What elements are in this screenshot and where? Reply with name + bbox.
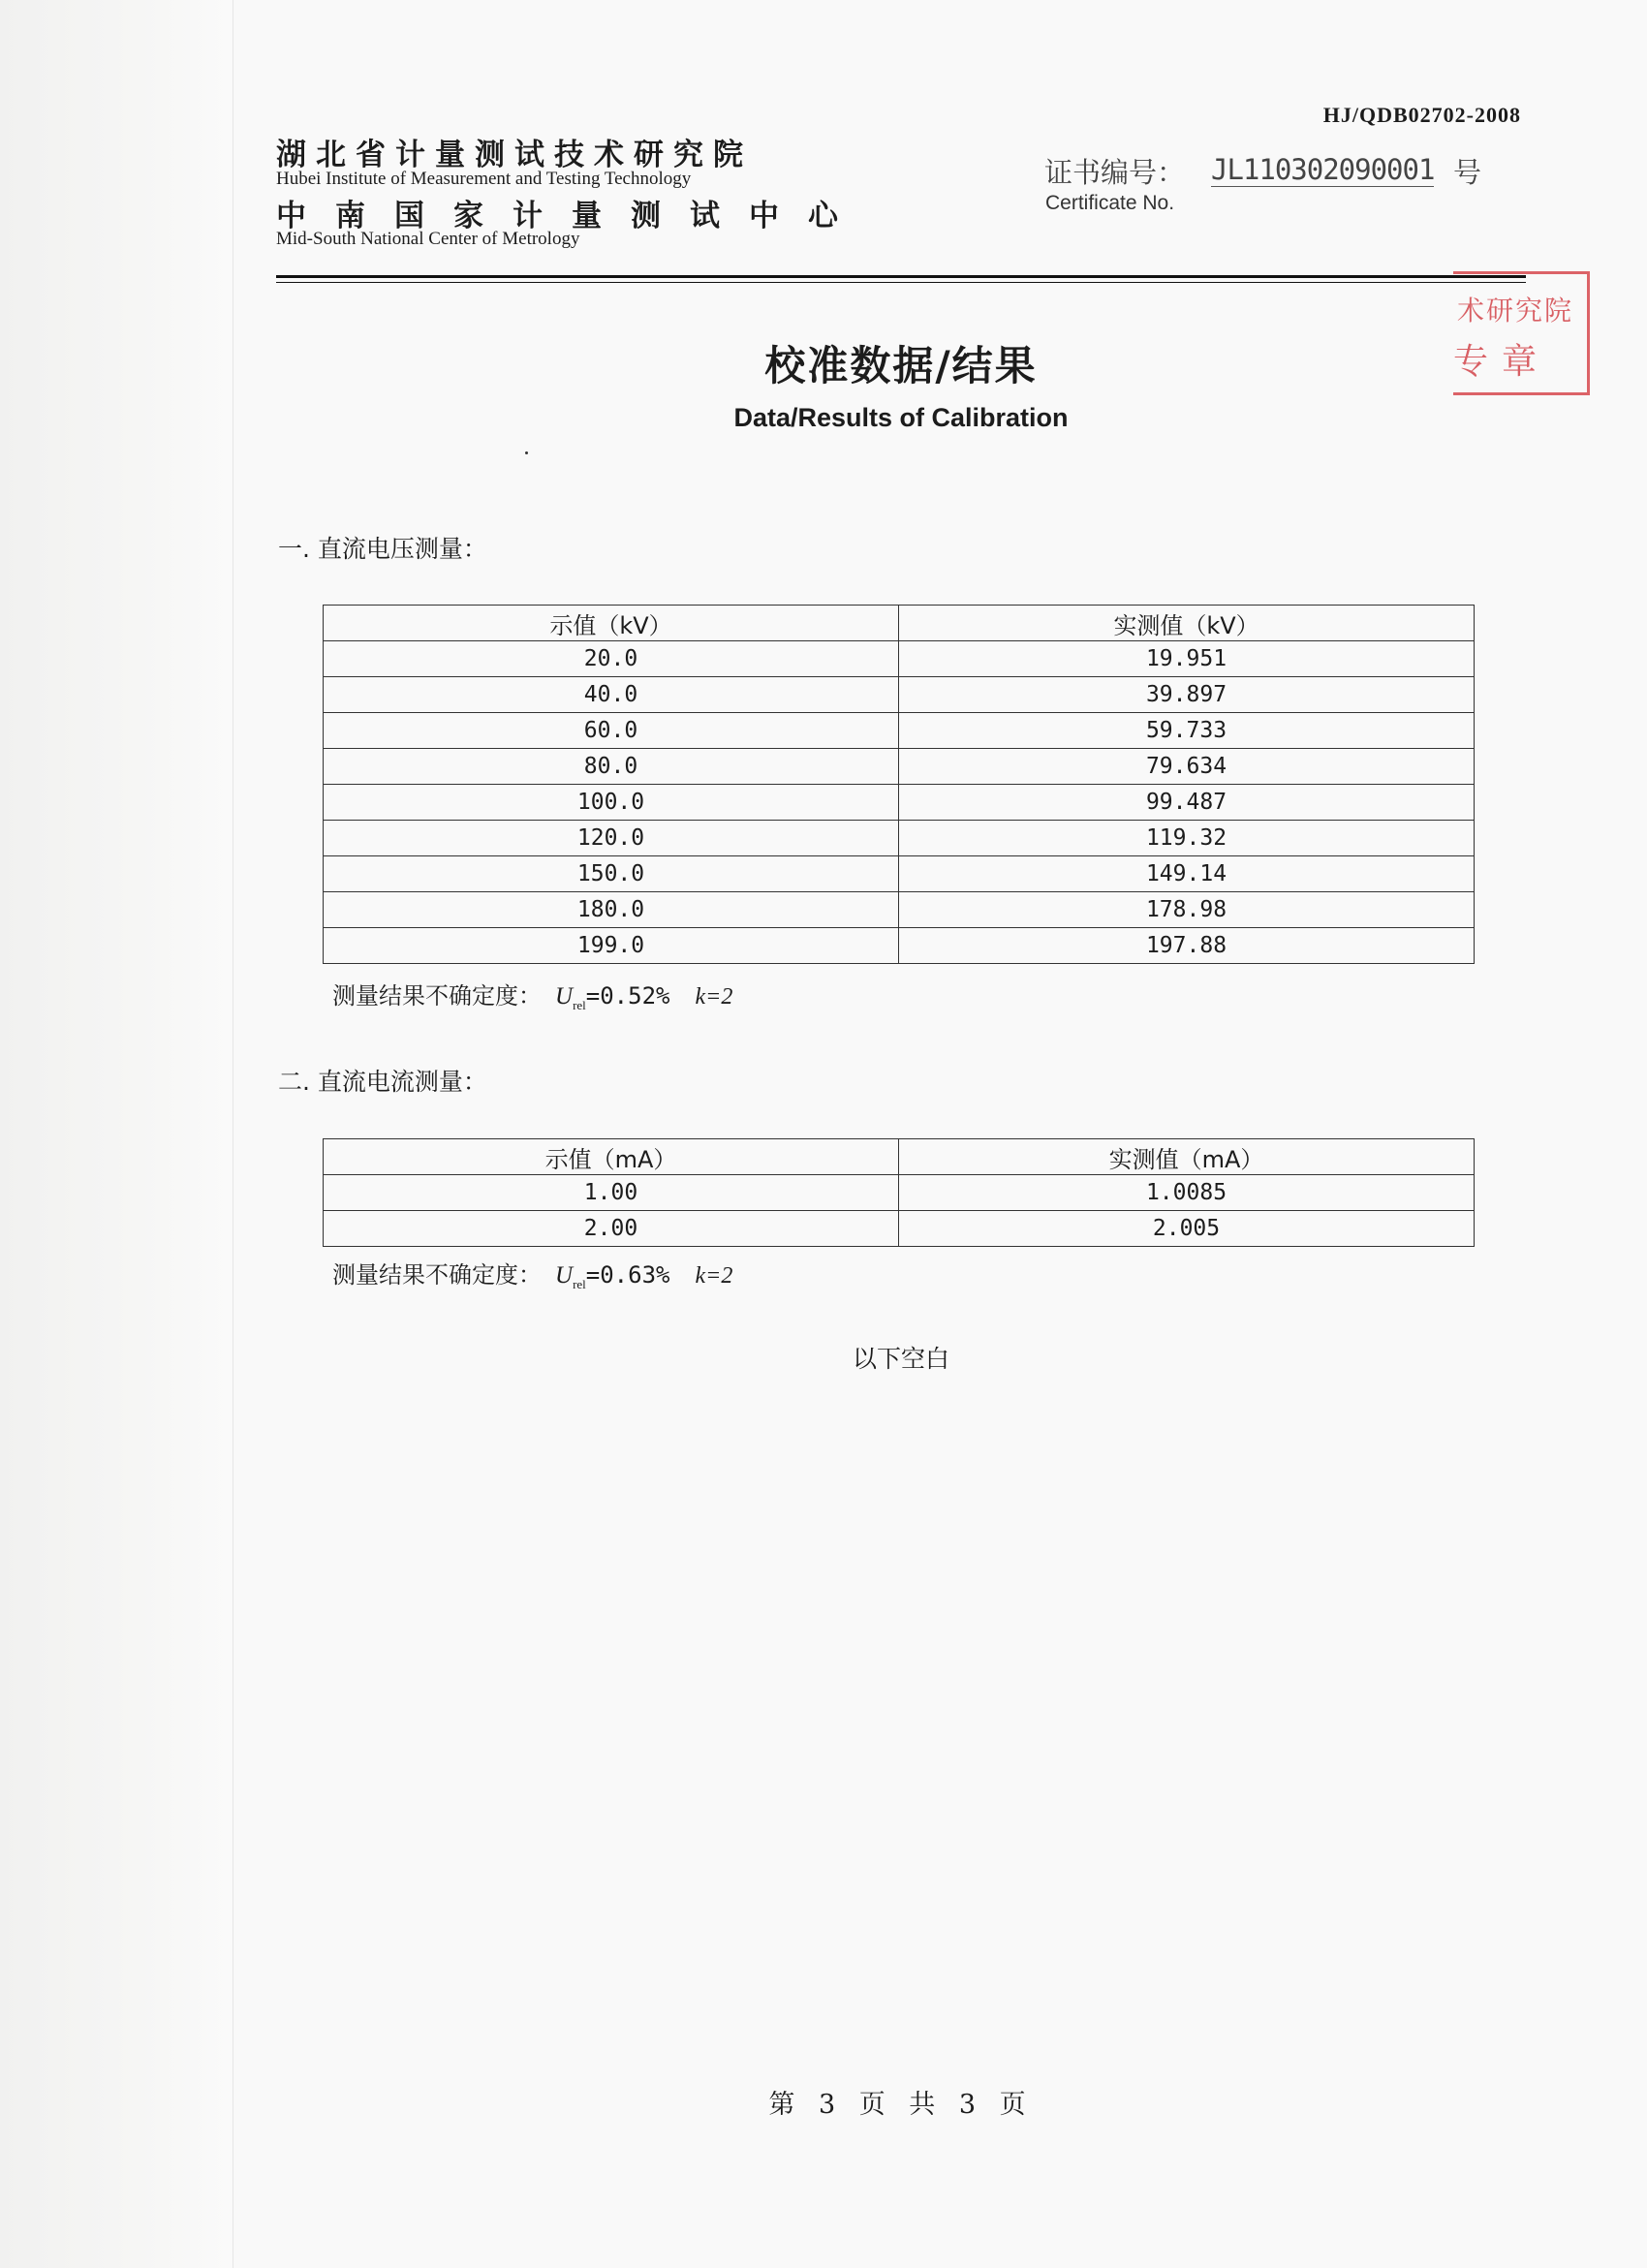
indicated-value: 120.0 xyxy=(324,821,899,856)
table-row xyxy=(324,928,1475,964)
certificate-suffix: 号 xyxy=(1453,156,1482,189)
table-row xyxy=(324,1211,1475,1247)
center-name-en: Mid-South National Center of Metrology xyxy=(276,229,580,249)
table-row xyxy=(324,713,1475,749)
center-name-cn: 中南国家计量测试中心 xyxy=(276,199,867,233)
measured-value: 39.897 xyxy=(899,677,1475,713)
column-header-indicated: 示值（kV） xyxy=(324,606,899,641)
uncertainty-label: 测量结果不确定度： xyxy=(332,982,542,1010)
column-header-measured: 实测值（kV） xyxy=(899,606,1475,641)
table-header-row xyxy=(324,1139,1475,1175)
indicated-value: 150.0 xyxy=(324,856,899,892)
measured-value: 59.733 xyxy=(899,713,1475,749)
uncertainty-symbol: $U_{rel}$ xyxy=(555,983,586,1012)
table-row xyxy=(324,892,1475,928)
coverage-factor: k=2 xyxy=(695,1263,733,1289)
seal-text-bottom: 专章 xyxy=(1453,342,1551,382)
measured-value: 79.634 xyxy=(899,749,1475,785)
table-row xyxy=(324,821,1475,856)
uncertainty-value: =0.63% xyxy=(585,1261,670,1289)
page-number: 第 3 页 共 3 页 xyxy=(768,2090,1034,2120)
measured-value: 19.951 xyxy=(899,641,1475,677)
certificate-label-en: Certificate No. xyxy=(1045,192,1175,214)
section-heading-dc-voltage: 一. 直流电压测量： xyxy=(278,535,487,563)
stray-mark xyxy=(525,451,528,454)
indicated-value: 180.0 xyxy=(324,892,899,928)
seal-text-top: 术研究院 xyxy=(1457,295,1574,326)
indicated-value: 40.0 xyxy=(324,677,899,713)
indicated-value: 20.0 xyxy=(324,641,899,677)
indicated-value: 199.0 xyxy=(324,928,899,964)
table-row xyxy=(324,1175,1475,1211)
measured-value: 149.14 xyxy=(899,856,1475,892)
section-heading-dc-current: 二. 直流电流测量： xyxy=(278,1068,487,1096)
certificate-number: JL110302090001 xyxy=(1211,153,1435,186)
indicated-value: 2.00 xyxy=(324,1211,899,1247)
indicated-value: 60.0 xyxy=(324,713,899,749)
measured-value: 99.487 xyxy=(899,785,1475,821)
scan-binding-edge xyxy=(0,0,233,2268)
uncertainty-dc-current xyxy=(332,1256,732,1292)
dc-voltage-table xyxy=(323,605,1475,964)
uncertainty-value: =0.52% xyxy=(585,982,670,1010)
measured-value: 1.0085 xyxy=(899,1175,1475,1211)
column-header-indicated: 示值（mA） xyxy=(324,1139,899,1175)
header-divider xyxy=(276,275,1526,278)
institute-name-en: Hubei Institute of Measurement and Testing Technology xyxy=(276,169,692,189)
column-header-measured: 实测值（mA） xyxy=(899,1139,1475,1175)
table-row xyxy=(324,749,1475,785)
coverage-factor: k=2 xyxy=(695,984,733,1010)
page-title-cn: 校准数据/结果 xyxy=(764,342,1038,389)
table-row xyxy=(324,641,1475,677)
uncertainty-label: 测量结果不确定度： xyxy=(332,1261,542,1289)
institute-name-cn: 湖北省计量测试技术研究院 xyxy=(276,138,753,172)
uncertainty-symbol: $U_{rel}$ xyxy=(555,1262,586,1291)
table-row xyxy=(324,785,1475,821)
standard-code: HJ/QDB02702-2008 xyxy=(1322,103,1521,127)
table-row xyxy=(324,856,1475,892)
measured-value: 2.005 xyxy=(899,1211,1475,1247)
certificate-label: 证书编号： xyxy=(1044,156,1186,189)
measured-value: 119.32 xyxy=(899,821,1475,856)
measured-value: 197.88 xyxy=(899,928,1475,964)
page-title-en: Data/Results of Calibration xyxy=(733,403,1069,432)
indicated-value: 80.0 xyxy=(324,749,899,785)
dc-current-table xyxy=(323,1138,1475,1247)
indicated-value: 1.00 xyxy=(324,1175,899,1211)
table-row xyxy=(324,677,1475,713)
uncertainty-dc-voltage xyxy=(332,977,732,1013)
measured-value: 178.98 xyxy=(899,892,1475,928)
table-header-row xyxy=(324,606,1475,641)
blank-below-note: 以下空白 xyxy=(852,1345,949,1373)
indicated-value: 100.0 xyxy=(324,785,899,821)
header-divider-thin xyxy=(276,282,1526,283)
